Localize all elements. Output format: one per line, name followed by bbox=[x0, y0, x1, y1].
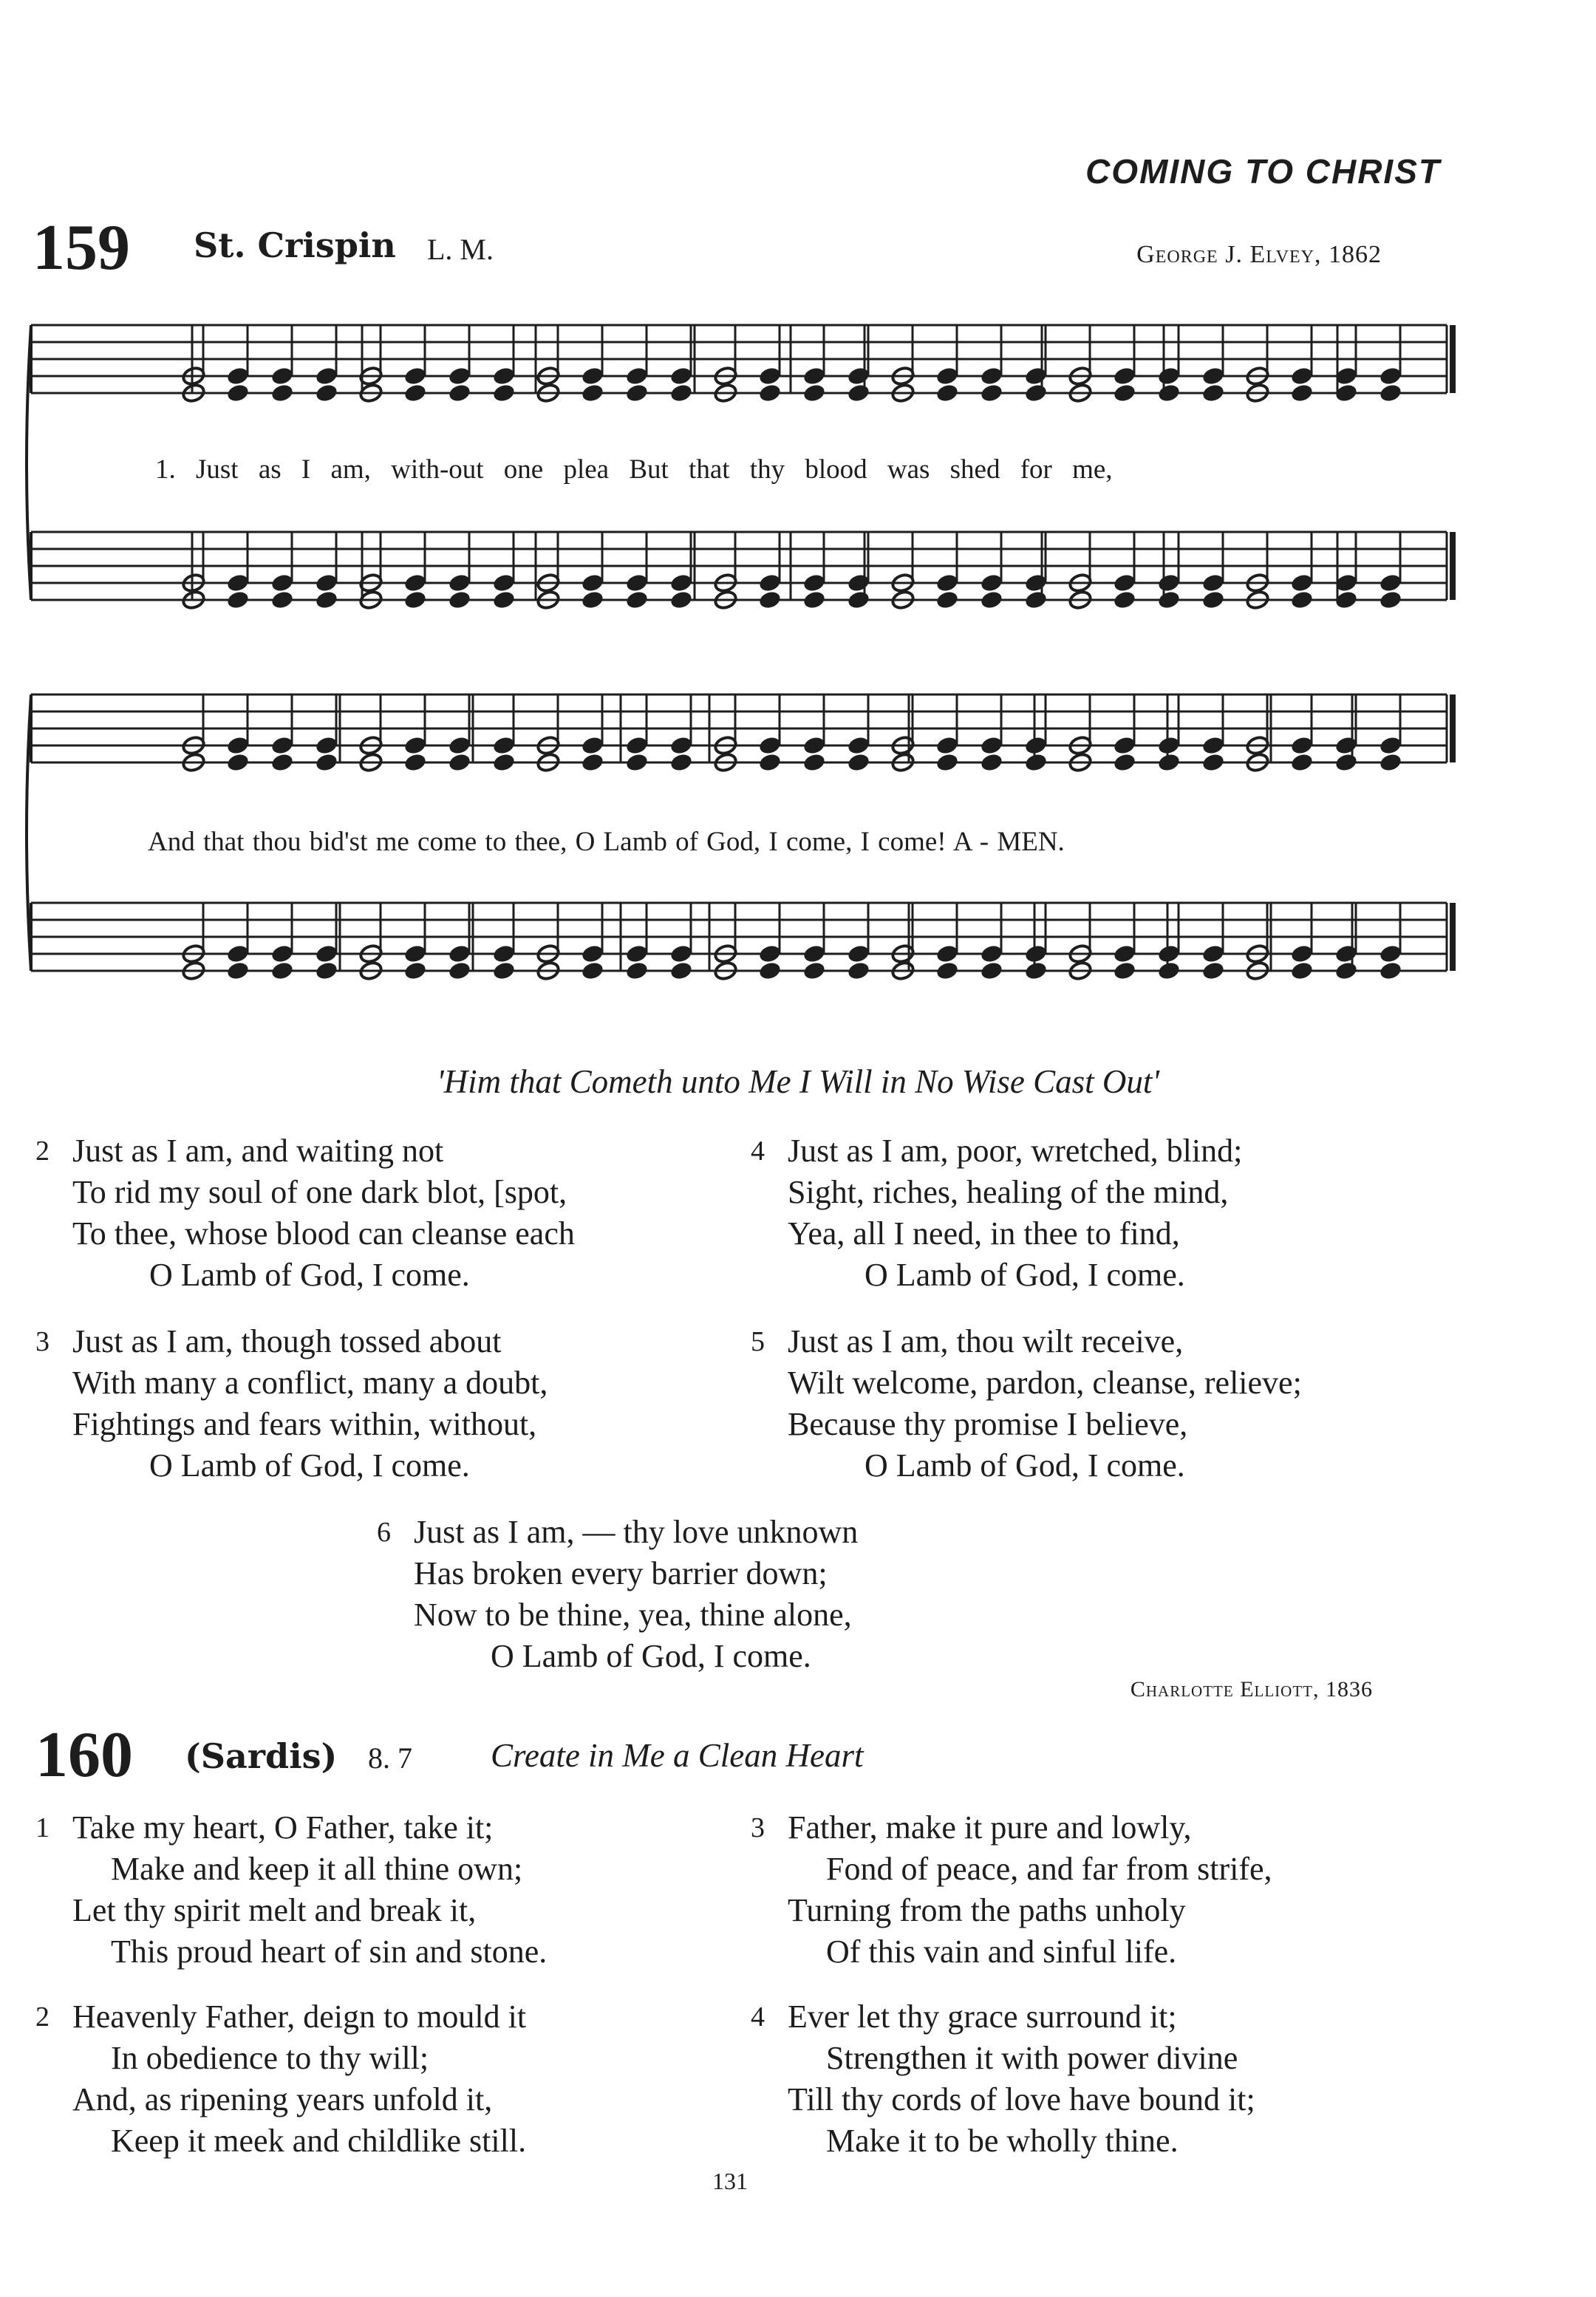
stanza-line: Of this vain and sinful life. bbox=[826, 1933, 1177, 1970]
note-head bbox=[802, 383, 826, 403]
section-title: COMING TO CHRIST bbox=[1085, 152, 1441, 191]
note-head bbox=[1289, 590, 1314, 610]
note-head bbox=[1156, 960, 1181, 981]
stanza-line: And, as ripening years unfold it, bbox=[72, 2081, 493, 2117]
note-head bbox=[1334, 960, 1358, 981]
note-head bbox=[757, 590, 782, 610]
note-head bbox=[1023, 383, 1048, 403]
note-head bbox=[757, 752, 782, 773]
note-head bbox=[624, 960, 649, 981]
note-head bbox=[757, 383, 782, 403]
note-head bbox=[979, 383, 1003, 403]
stanza-number: 2 bbox=[35, 2001, 50, 2033]
stanza-line: In obedience to thy will; bbox=[111, 2040, 429, 2076]
note-head bbox=[624, 383, 649, 403]
note-head bbox=[1201, 590, 1225, 610]
stanza bbox=[35, 1996, 527, 2162]
note-head bbox=[1112, 960, 1136, 981]
note-head bbox=[1201, 960, 1225, 981]
note-head bbox=[447, 752, 471, 773]
stanza-line: Just as I am, and waiting not bbox=[72, 1133, 444, 1169]
stanza-line: Because thy promise I believe, bbox=[788, 1406, 1188, 1442]
meter-label: 8. 7 bbox=[368, 1741, 412, 1775]
note-head bbox=[225, 383, 250, 403]
stanza-line: With many a conflict, many a doubt, bbox=[72, 1365, 548, 1401]
note-head bbox=[846, 752, 870, 773]
note-head bbox=[270, 752, 294, 773]
stanza-line: Just as I am, thou wilt receive, bbox=[788, 1323, 1184, 1359]
stanza-line: Till thy cords of love have bound it; bbox=[788, 2081, 1255, 2117]
note-head bbox=[314, 590, 338, 610]
stanza-line: O Lamb of God, I come. bbox=[864, 1257, 1185, 1293]
note-head bbox=[1023, 590, 1048, 610]
note-head bbox=[935, 752, 959, 773]
stanza-number: 4 bbox=[751, 1136, 765, 1167]
stanza-line: Ever let thy grace surround it; bbox=[788, 1999, 1177, 2035]
note-head bbox=[979, 960, 1003, 981]
stanza-line: To rid my soul of one dark blot, [spot, bbox=[72, 1174, 567, 1210]
note-head bbox=[935, 590, 959, 610]
stanza-line: Yea, all I need, in thee to find, bbox=[788, 1215, 1180, 1252]
stanza-line: O Lamb of God, I come. bbox=[864, 1447, 1185, 1484]
note-head bbox=[846, 590, 870, 610]
stanza-line: Sight, riches, healing of the mind, bbox=[788, 1174, 1229, 1210]
note-head bbox=[1156, 752, 1181, 773]
note-head bbox=[624, 752, 649, 773]
note-head bbox=[846, 960, 870, 981]
note-head bbox=[1289, 383, 1314, 403]
stanza bbox=[35, 1130, 575, 1296]
stanza-line: Fightings and fears within, without, bbox=[72, 1406, 537, 1442]
note-head bbox=[1112, 752, 1136, 773]
note-head bbox=[846, 383, 870, 403]
note-head bbox=[225, 752, 250, 773]
note-head bbox=[1289, 960, 1314, 981]
author-credit: Charlotte Elliott, 1836 bbox=[1130, 1677, 1373, 1702]
note-head bbox=[935, 960, 959, 981]
note-head bbox=[447, 383, 471, 403]
stanza-number: 6 bbox=[377, 1517, 391, 1548]
note-head bbox=[491, 383, 516, 403]
stanza-line: Take my heart, O Father, take it; bbox=[72, 1809, 494, 1846]
stanza-line: Keep it meek and childlike still. bbox=[111, 2123, 527, 2159]
note-head bbox=[1289, 752, 1314, 773]
note-head bbox=[491, 960, 516, 981]
note-head bbox=[1378, 590, 1402, 610]
stanza-line: Turning from the paths unholy bbox=[788, 1892, 1186, 1928]
note-head bbox=[314, 960, 338, 981]
note-head bbox=[314, 752, 338, 773]
stanza-number: 1 bbox=[35, 1812, 50, 1843]
stanza-line: O Lamb of God, I come. bbox=[149, 1447, 470, 1484]
stanza-line: Just as I am, poor, wretched, blind; bbox=[788, 1133, 1243, 1169]
stanza-line: Just as I am, — thy love unknown bbox=[414, 1514, 859, 1550]
hymn-title: Create in Me a Clean Heart bbox=[491, 1737, 864, 1774]
note-head bbox=[1201, 752, 1225, 773]
hymn-number-160: 160 bbox=[35, 1719, 133, 1791]
stanza-line: Heavenly Father, deign to mould it bbox=[72, 1999, 527, 2035]
note-head bbox=[491, 590, 516, 610]
stanza-line: Fond of peace, and far from strife, bbox=[826, 1851, 1272, 1887]
note-head bbox=[225, 590, 250, 610]
note-head bbox=[270, 590, 294, 610]
note-head bbox=[1023, 752, 1048, 773]
note-head bbox=[1112, 590, 1136, 610]
note-head bbox=[1378, 752, 1402, 773]
note-head bbox=[270, 383, 294, 403]
stanza-number: 5 bbox=[751, 1326, 765, 1357]
note-head bbox=[669, 752, 693, 773]
note-head bbox=[1378, 383, 1402, 403]
stanza-line: Father, make it pure and lowly, bbox=[788, 1809, 1192, 1846]
note-head bbox=[1378, 960, 1402, 981]
note-head bbox=[491, 752, 516, 773]
note-head bbox=[1334, 752, 1358, 773]
note-head bbox=[403, 590, 427, 610]
stanza-line: To thee, whose blood can cleanse each bbox=[72, 1215, 575, 1252]
stanza bbox=[751, 1807, 1272, 1973]
composer-credit: George J. Elvey, 1862 bbox=[1136, 241, 1382, 268]
stanza-line: Make it to be wholly thine. bbox=[826, 2123, 1179, 2159]
stanza-line: Has broken every barrier down; bbox=[414, 1555, 828, 1591]
stanza-line: Strengthen it with power divine bbox=[826, 2040, 1238, 2076]
stanza-line: O Lamb of God, I come. bbox=[149, 1257, 470, 1293]
stanza-line: Now to be thine, yea, thine alone, bbox=[414, 1597, 852, 1633]
hymn-number-159: 159 bbox=[33, 212, 130, 284]
stanza bbox=[35, 1321, 548, 1487]
note-head bbox=[979, 752, 1003, 773]
note-head bbox=[669, 590, 693, 610]
stanza-number: 2 bbox=[35, 1136, 50, 1167]
stanza-number: 4 bbox=[751, 2001, 765, 2033]
note-head bbox=[1156, 383, 1181, 403]
note-head bbox=[447, 960, 471, 981]
stanza-number: 3 bbox=[35, 1326, 50, 1357]
note-head bbox=[270, 960, 294, 981]
stanza-line: This proud heart of sin and stone. bbox=[111, 1933, 548, 1970]
stanza-line: Let thy spirit melt and break it, bbox=[72, 1892, 477, 1928]
tune-name: St. Crispin bbox=[194, 225, 396, 265]
note-head bbox=[580, 383, 604, 403]
stanza-number: 3 bbox=[751, 1812, 765, 1843]
note-head bbox=[757, 960, 782, 981]
note-head bbox=[403, 383, 427, 403]
lyric-line-1: 1. Just as I am, with-out one plea But that thy blood was shed for me, bbox=[155, 454, 1113, 485]
note-head bbox=[447, 590, 471, 610]
note-head bbox=[225, 960, 250, 981]
note-head bbox=[1201, 383, 1225, 403]
stanza bbox=[35, 1807, 548, 1973]
note-head bbox=[403, 752, 427, 773]
stanza-line: Wilt welcome, pardon, cleanse, relieve; bbox=[788, 1365, 1302, 1401]
note-head bbox=[669, 960, 693, 981]
note-head bbox=[314, 383, 338, 403]
meter-label: L. M. bbox=[427, 233, 494, 266]
note-head bbox=[580, 590, 604, 610]
note-head bbox=[669, 383, 693, 403]
note-head bbox=[935, 383, 959, 403]
stanza bbox=[751, 1996, 1255, 2162]
note-head bbox=[802, 752, 826, 773]
note-head bbox=[802, 960, 826, 981]
stanza-line: Make and keep it all thine own; bbox=[111, 1851, 523, 1887]
note-head bbox=[979, 590, 1003, 610]
stanza-line: O Lamb of God, I come. bbox=[491, 1638, 811, 1674]
lyric-line-2: And that thou bid'st me come to thee, O Lamb of God, I come, I come! A - MEN. bbox=[148, 827, 1065, 857]
note-head bbox=[802, 590, 826, 610]
note-head bbox=[580, 752, 604, 773]
note-head bbox=[580, 960, 604, 981]
tune-name: (Sardis) bbox=[185, 1736, 338, 1776]
note-head bbox=[1112, 383, 1136, 403]
note-head bbox=[1023, 960, 1048, 981]
hymn-motto: 'Him that Cometh unto Me I Will in No Wise Cast Out' bbox=[437, 1063, 1159, 1100]
stanza bbox=[377, 1512, 859, 1677]
stanza-line: Just as I am, though tossed about bbox=[72, 1323, 502, 1359]
stanza bbox=[751, 1321, 1302, 1487]
stanza bbox=[751, 1130, 1243, 1296]
note-head bbox=[403, 960, 427, 981]
note-head bbox=[624, 590, 649, 610]
page-number: 131 bbox=[712, 2168, 748, 2194]
note-head bbox=[1156, 590, 1181, 610]
